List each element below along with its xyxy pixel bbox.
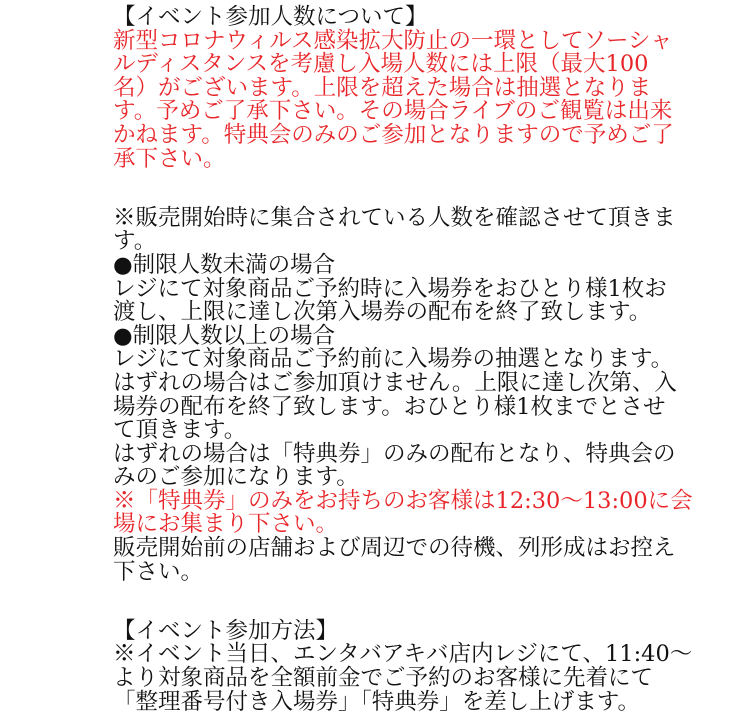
method-line: より対象商品を全額前金でご予約のお客様に先着にて: [113, 665, 654, 692]
notice-line: かねます。特典会のみのご参加となりますので予めご了: [113, 121, 674, 148]
spacer: [113, 171, 743, 195]
participation-method: [113, 643, 743, 714]
spacer: [113, 584, 743, 608]
rule-line: はずれの場合は「特典券」のみの配布となり、特典会の: [113, 440, 676, 467]
notice-line: す。予めご了承下さい。その場合ライブのご観覧は出来: [113, 98, 673, 125]
rule-line: ●制限人数未満の場合: [113, 251, 336, 278]
method-line: ※イベント当日、エンタバアキバ店内レジにて、11:40〜: [113, 641, 693, 668]
section-heading-participation-method: 【イベント参加方法】: [113, 617, 339, 644]
rule-line: ●制限人数以上の場合: [113, 322, 336, 349]
rule-line: ※販売開始時に集合されている人数を確認させて頂きま: [113, 204, 676, 231]
special-ticket-notice: ※「特典券」のみをお持ちのお客様は12:30〜13:00に会: [113, 487, 693, 514]
notice-line: ルディスタンスを考慮し入場人数には上限（最大100: [113, 51, 649, 78]
notice-line: 新型コロナウィルス感染拡大防止の一環としてソーシャ: [113, 27, 673, 54]
section-heading-participants: 【イベント参加人数について】: [113, 4, 428, 30]
rule-line: す。: [113, 228, 157, 255]
rule-line: 場券の配布を終了致します。おひとり様1枚までとさせ: [113, 393, 666, 420]
rule-line: 渡し、上限に達し次第入場券の配布を終了致します。: [113, 299, 652, 326]
rule-line: 下さい。: [113, 558, 204, 585]
method-line: 「整理番号付き入場券」「特典券」を差し上げます。: [113, 688, 640, 715]
rule-line: て頂きます。: [113, 417, 247, 444]
event-notice-document: [113, 6, 743, 714]
rule-line: みのご参加になります。: [113, 464, 359, 491]
rule-line: レジにて対象商品ご予約前に入場券の抽選となります。: [113, 346, 674, 373]
notice-line: 名）がございます。上限を超えた場合は抽選となりま: [113, 74, 652, 101]
distribution-rules: [113, 204, 743, 585]
rule-line: レジにて対象商品ご予約時に入場券をおひとり様1枚お: [113, 275, 667, 302]
notice-line: 承下さい。: [113, 145, 226, 172]
covid-capacity-notice: [113, 27, 743, 172]
special-ticket-notice: 場にお集まり下さい。: [113, 511, 339, 538]
rule-line: はずれの場合はご参加頂けません。上限に達し次第、入: [113, 369, 677, 396]
rule-line: 販売開始前の店舗および周辺での待機、列形成はお控え: [113, 535, 676, 562]
